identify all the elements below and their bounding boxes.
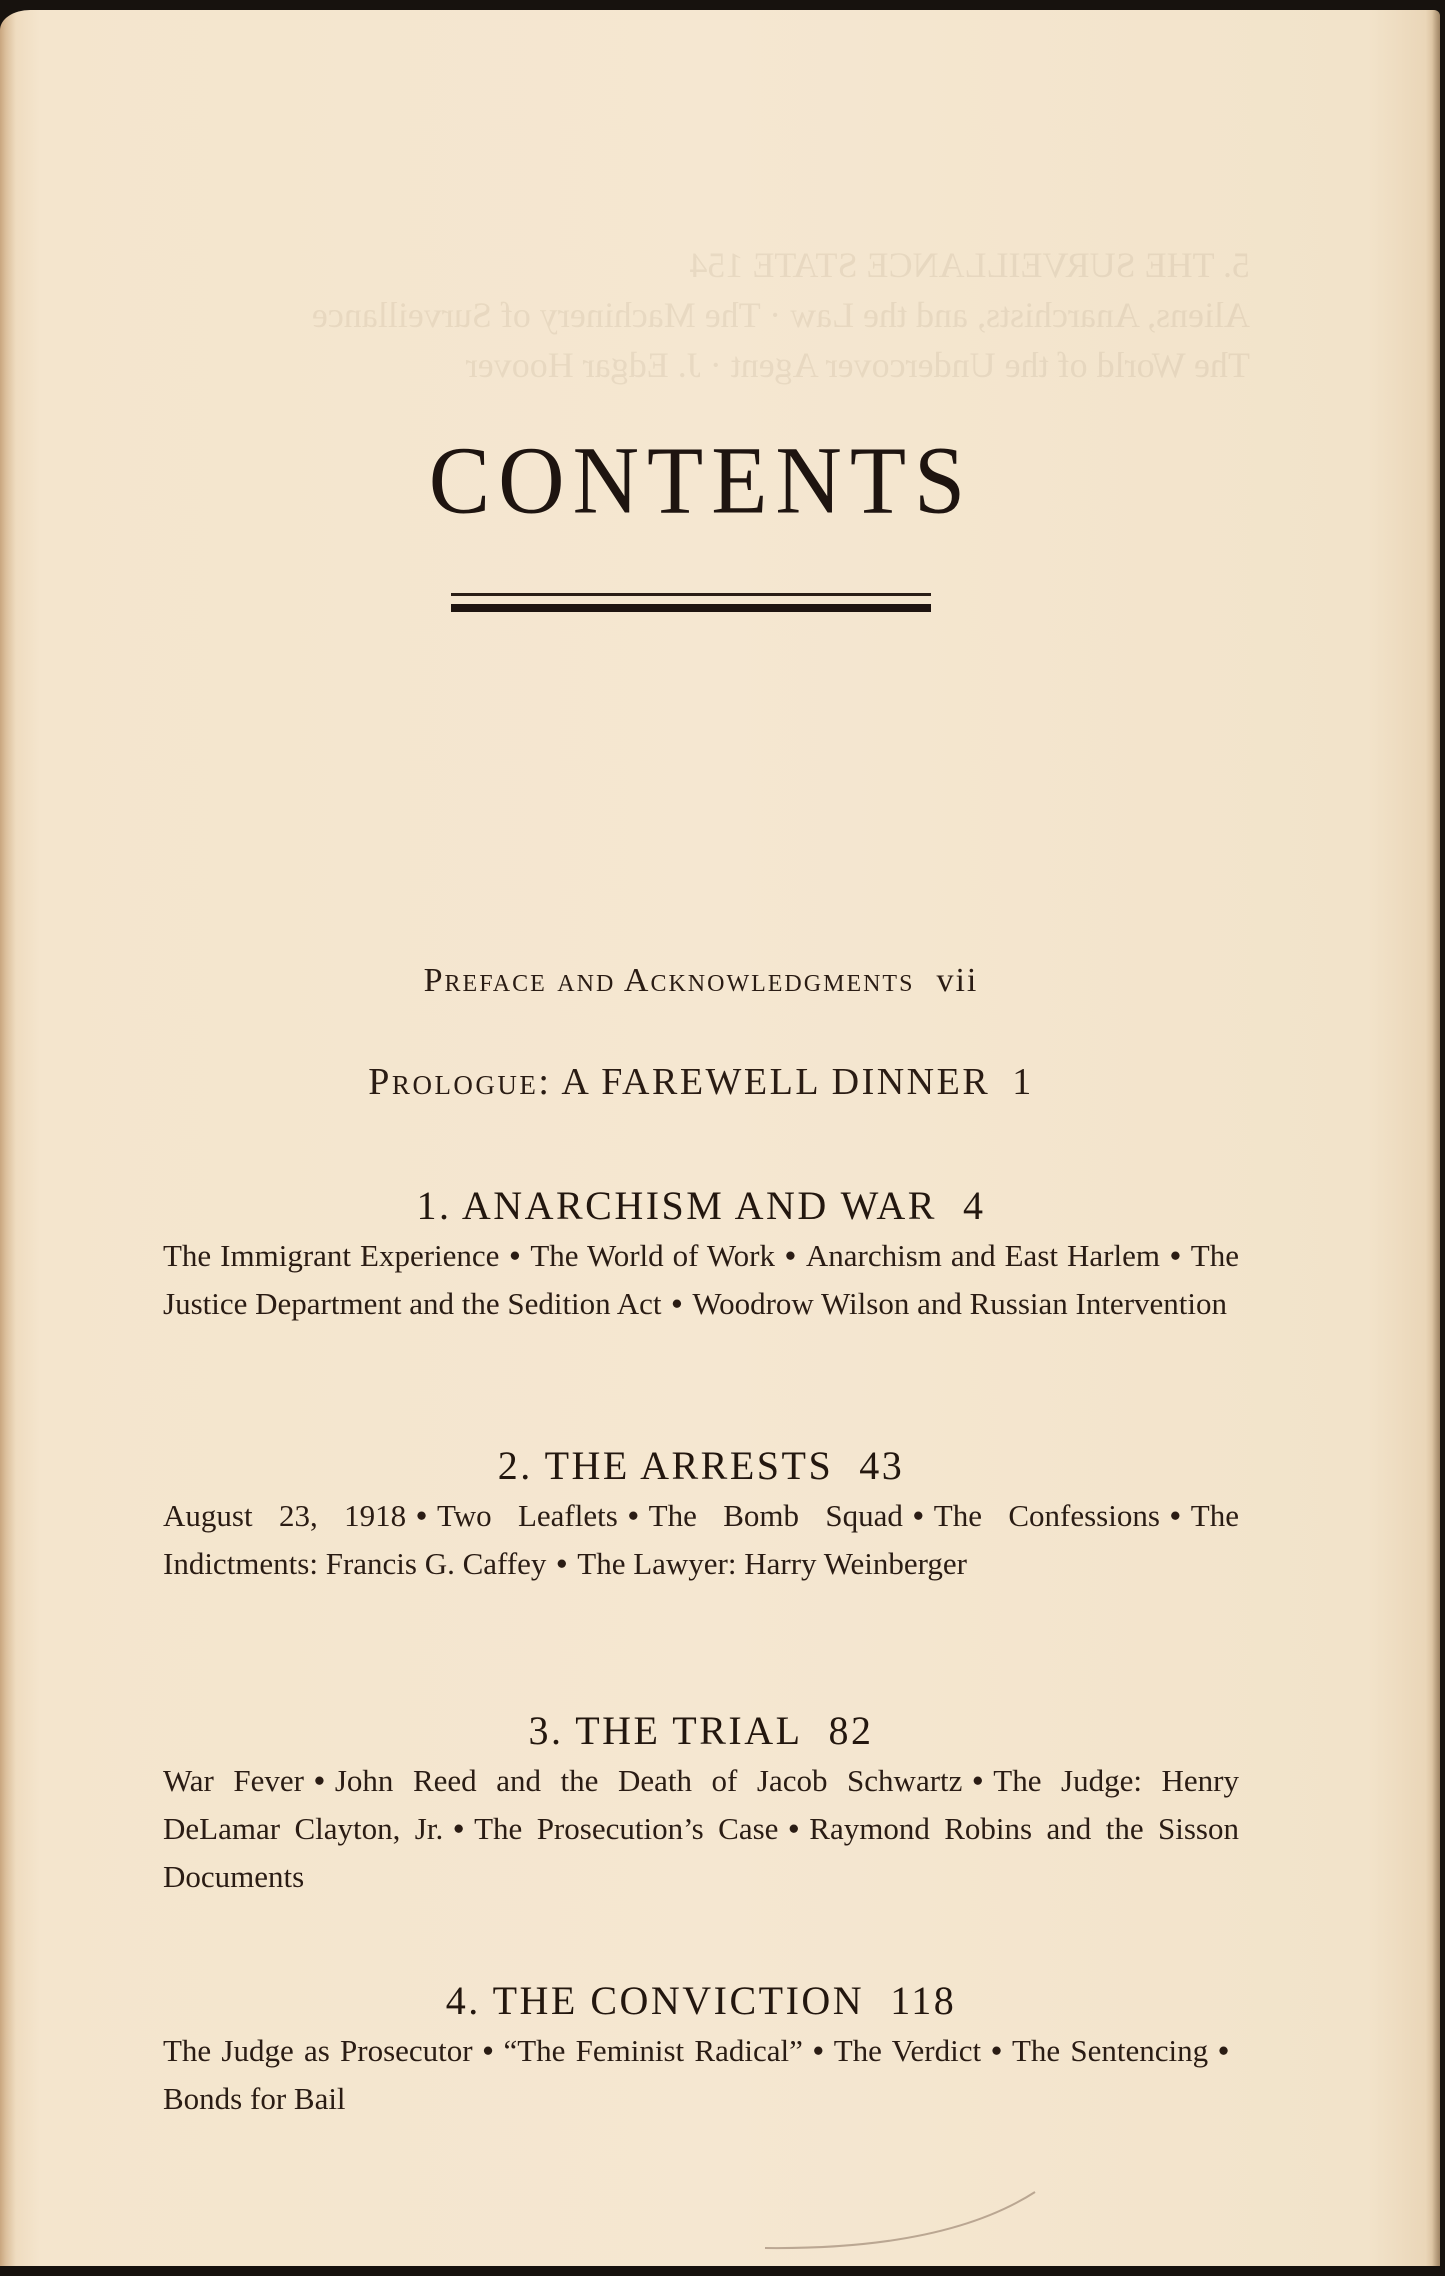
- bullet-separator: •: [788, 1811, 800, 1846]
- bullet-separator: •: [812, 2033, 824, 2068]
- chapter-page-number: 43: [859, 1443, 905, 1488]
- section-title: Anarchism and East Harlem: [805, 1238, 1160, 1273]
- chapter-heading: [163, 1707, 1239, 1755]
- bullet-separator: •: [556, 1546, 568, 1581]
- chapter-heading: [163, 1182, 1239, 1230]
- bullet-separator: •: [416, 1498, 427, 1533]
- chapter-sections: [163, 1757, 1239, 1901]
- section-title: The Confessions: [933, 1498, 1160, 1533]
- bullet-separator: •: [912, 1498, 924, 1533]
- section-title: Raymond Robins and the Sisson Documents: [163, 1811, 1239, 1894]
- entry-label: Preface and Acknowledgments: [423, 962, 915, 999]
- chapter-number: 1.: [416, 1183, 452, 1228]
- bullet-separator: •: [785, 1238, 796, 1273]
- bullet-separator: •: [1169, 1498, 1181, 1533]
- toc-chapter-4: [163, 1977, 1239, 2123]
- bullet-separator: •: [509, 1238, 521, 1273]
- bullet-separator: •: [1218, 2033, 1229, 2068]
- chapter-title: THE TRIAL: [575, 1708, 803, 1753]
- section-title: August 23, 1918: [163, 1498, 407, 1533]
- toc-entry-preface: [163, 962, 1239, 1000]
- chapter-sections: [163, 2027, 1239, 2123]
- bleed-through-line: 5. THE SURVEILLANCE STATE 154: [689, 245, 1250, 285]
- section-title: The Indictments: Francis G. Caffey: [163, 1498, 1239, 1581]
- bullet-separator: •: [1169, 1238, 1181, 1273]
- section-title: The Judge: Henry DeLamar Clayton, Jr.: [163, 1763, 1239, 1846]
- chapter-heading: [163, 1977, 1239, 2025]
- toc-chapter-2: [163, 1442, 1239, 1588]
- chapter-sections: [163, 1492, 1239, 1588]
- bullet-separator: •: [627, 1498, 639, 1533]
- chapter-title: ANARCHISM AND WAR: [461, 1183, 937, 1228]
- bleed-through-line: The World of the Undercover Agent · J. Edgar Hoover: [465, 345, 1250, 385]
- chapter-page-number: 82: [828, 1708, 874, 1753]
- toc-entry-prologue: [163, 1060, 1239, 1104]
- bullet-separator: •: [671, 1286, 683, 1321]
- title-rule-thick: [451, 604, 931, 612]
- chapter-sections: [163, 1232, 1239, 1328]
- section-title: The Lawyer: Harry Weinberger: [577, 1546, 967, 1581]
- section-title: Two Leaflets: [436, 1498, 618, 1533]
- section-title: “The Feminist Radical”: [503, 2033, 803, 2068]
- chapter-heading: [163, 1442, 1239, 1490]
- chapter-page-number: 4: [962, 1183, 986, 1228]
- section-title: John Reed and the Death of Jacob Schwartz: [334, 1763, 963, 1798]
- section-title: Bonds for Bail: [163, 2081, 346, 2116]
- section-title: The Judge as Prosecutor: [163, 2033, 473, 2068]
- chapter-page-number: 118: [890, 1978, 957, 2023]
- chapter-title: THE ARRESTS: [544, 1443, 834, 1488]
- bullet-separator: •: [482, 2033, 494, 2068]
- book-page: [0, 10, 1440, 2266]
- bullet-separator: •: [972, 1763, 984, 1798]
- entry-page-number: vii: [936, 962, 979, 999]
- section-title: The Justice Department and the Sedition Act: [163, 1238, 1239, 1321]
- entry-label: A FAREWELL DINNER: [561, 1061, 991, 1103]
- section-title: Woodrow Wilson and Russian Intervention: [692, 1286, 1228, 1321]
- chapter-number: 3.: [528, 1708, 564, 1753]
- bleed-through-line: Aliens, Anarchists, and the Law · The Machinery of Surveillance: [311, 295, 1250, 335]
- title-rule-thin: [451, 593, 931, 596]
- entry-label-prefix: Prologue:: [368, 1061, 552, 1103]
- section-title: The Sentencing: [1011, 2033, 1209, 2068]
- chapter-title: THE CONVICTION: [492, 1978, 865, 2023]
- section-title: The World of Work: [530, 1238, 775, 1273]
- section-title: The Immigrant Experience: [163, 1238, 500, 1273]
- bleed-through-text: [150, 240, 1250, 390]
- chapter-number: 4.: [445, 1978, 481, 2023]
- bullet-separator: •: [314, 1763, 325, 1798]
- toc-chapter-1: [163, 1182, 1239, 1328]
- bullet-separator: •: [991, 2033, 1002, 2068]
- chapter-number: 2.: [497, 1443, 533, 1488]
- pencil-mark-decoration: [745, 2190, 1045, 2250]
- bullet-separator: •: [453, 1811, 465, 1846]
- entry-page-number: 1: [1012, 1061, 1034, 1103]
- section-title: War Fever: [163, 1763, 304, 1798]
- toc-chapter-3: [163, 1707, 1239, 1901]
- section-title: The Verdict: [833, 2033, 982, 2068]
- page-title: CONTENTS: [428, 426, 974, 534]
- section-title: The Bomb Squad: [648, 1498, 903, 1533]
- section-title: The Prosecution’s Case: [474, 1811, 779, 1846]
